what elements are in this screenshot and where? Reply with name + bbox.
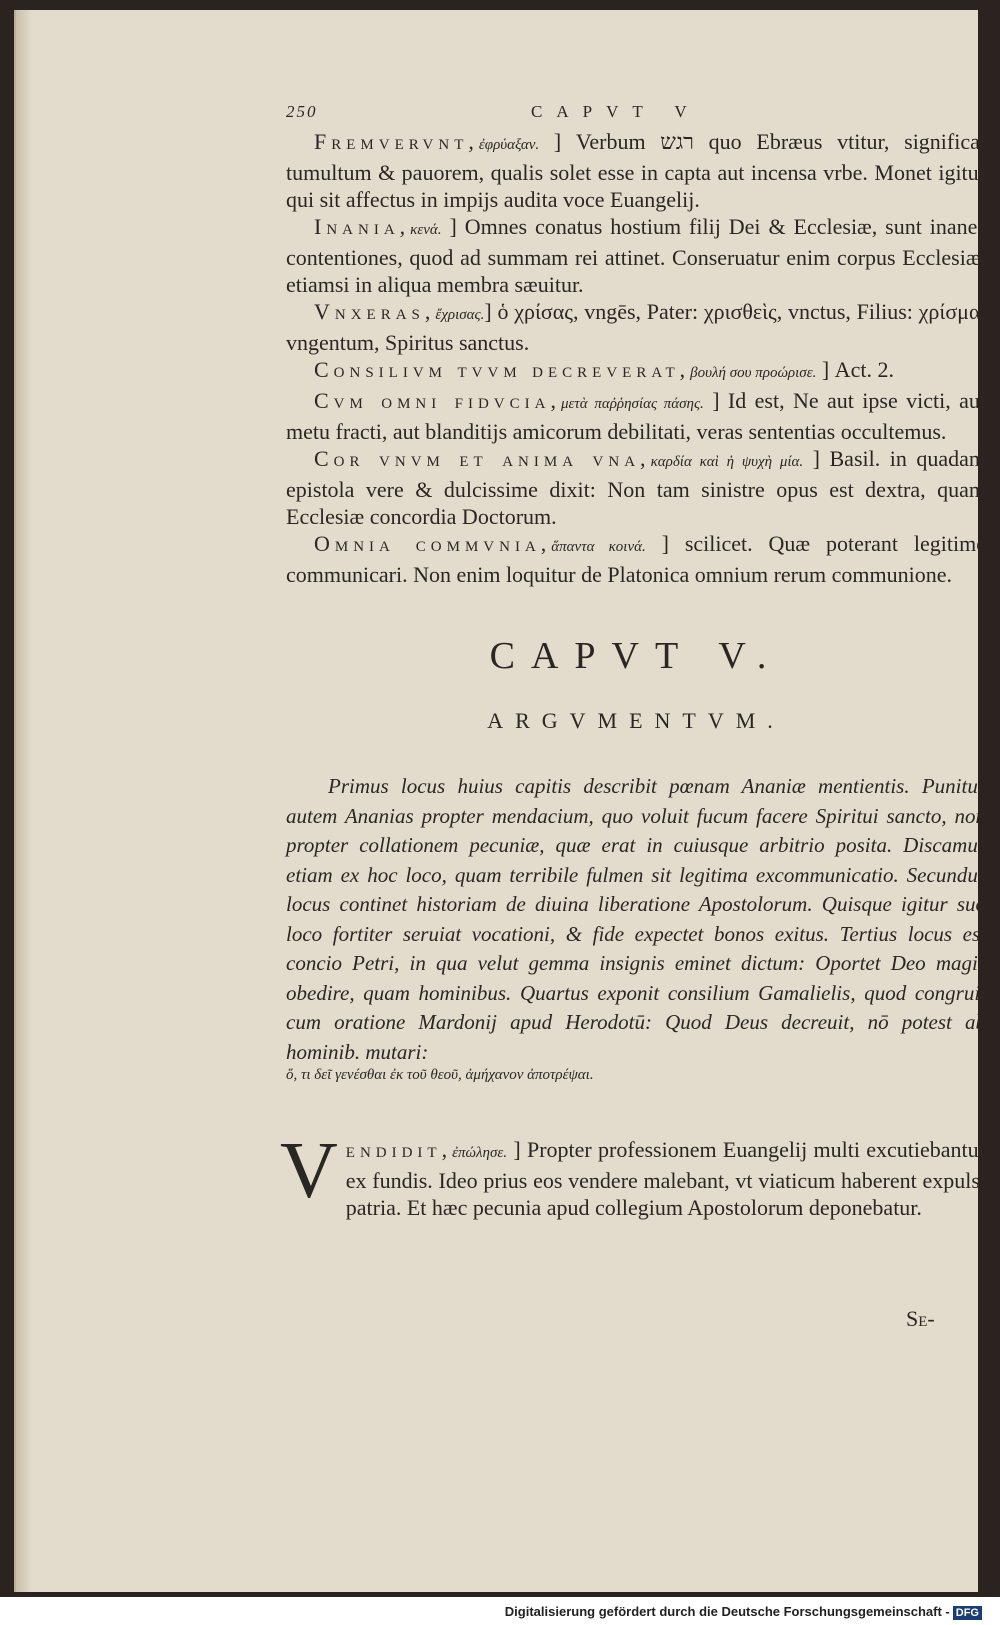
entry-lemma: Cvm omni fidvcia, (314, 388, 561, 413)
commentary-entry-final (280, 1127, 986, 1221)
entry-text: ] Basil. in quadam epistola vere & dulcissime dixit: Non tam sinistre opus est dextra, quam Ecclesiæ concordia Doctorum. (286, 446, 987, 529)
entry-lemma: Vnxeras, (314, 299, 436, 324)
book-page (14, 10, 987, 1592)
entry-lemma: Fremvervnt, (314, 129, 479, 154)
commentary-entry (286, 530, 986, 588)
footer-text: Digitalisierung gefördert durch die Deutsche Forschungsgemeinschaft - (504, 1604, 950, 1619)
entry-text: ] Verbum רגש quo Ebræus vtitur, significat tumultum & pauorem, qualis solet esse in capta aut incensa vrbe. Monet igitur qui sit affectus in impijs audita voce Euangelij. (286, 129, 987, 212)
entry-lemma: Omnia commvnia, (314, 531, 552, 556)
entry-greek: κενά. (410, 222, 442, 238)
entry-greek: καρδία καὶ ἡ ψυχὴ μία. (650, 454, 804, 470)
entry-greek: ἐφρύαξαν. (478, 137, 540, 153)
running-title: CAPVT V (531, 102, 701, 121)
argument-greek: ὅ, τι δεῖ γενέσθαι ἐκ τοῦ θεοῦ, ἀμήχανον ἀποτρέψαι. (286, 1067, 594, 1083)
argument-text: Primus locus huius capitis describit pœnam Ananiæ mentientis. Punitur autem Ananias propter mendacium, quo voluit fucum facere Spiritui sancto, non propter collationem pecuniæ, quæ erat in cuiusque arbitrio posita. Discamus etiam ex hoc loco, quam terribile fulmen sit legitima excommunicatio. Secundus locus continet historiam de diuina liberatione Apostolorum. Quisque igitur suo loco fortiter seruiat vocationi, & fide expectet bonos exitus. Tertius locus est concio Petri, in qua velut gemma insignis eminet dictum: Oportet Deo magis obedire, quam hominibus. Quartus exponit consilium Gamalielis, quod congruit cum oratione Mardonij apud Herodotū: Quod Deus decreuit, nō potest ab hominib. mutari: (286, 774, 986, 1064)
entry-text: ] ὁ χρίσας, vngēs, Pater: χρισθεὶς, vnctus, Filius: χρίσμα, vngentum, Spiritus sanctus. (286, 299, 986, 355)
commentary-entry (286, 387, 986, 445)
entry-greek: ἅπαντα κοινά. (551, 539, 646, 555)
page-header (286, 96, 986, 128)
digitization-footer (505, 1604, 982, 1620)
argument-title: ARGVMENTVM. (487, 708, 785, 733)
commentary-entry (286, 128, 986, 213)
entry-greek: ἔχρισας. (435, 307, 485, 323)
entry-text: ] Act. 2. (821, 357, 894, 382)
commentary-entry (286, 298, 986, 356)
catchword: Se- (906, 1306, 935, 1331)
entry-text: ] Omnes conatus hostium filij Dei & Ecclesiæ, sunt inanes contentiones, quod ad summam rei attinet. Conseruatur enim corpus Ecclesiæ, etiamsi in aliqua membra sæuitur. (286, 214, 986, 297)
commentary-entry (286, 356, 986, 387)
entry-text: ] Id est, Ne aut ipse victi, aut metu fracti, aut blanditijs amicorum debilitati, veras sententias occultemus. (286, 388, 987, 444)
entry-text: ] Propter professionem Euangelij multi excutiebantur ex fundis. Ideo prius eos vendere malebant, vt viaticum haberent expulsi patria. Et hæc pecunia apud collegium Apostolorum deponebatur. (345, 1137, 986, 1220)
page-content (280, 96, 987, 1331)
entry-text: ] scilicet. Quæ poterant legitime communicari. Non enim loquitur de Platonica omnium rerum communione. (286, 531, 987, 587)
commentary-entry (286, 213, 986, 298)
entry-lemma: endidit, (345, 1137, 453, 1162)
drop-capital: V (280, 1127, 338, 1215)
entry-lemma: Inania, (314, 214, 411, 239)
entry-lemma: Consilivm tvvm decreverat, (314, 357, 691, 382)
chapter-title: CAPVT V. (489, 635, 783, 677)
page-number: 250 (286, 102, 318, 121)
commentary-entry (286, 445, 986, 530)
entry-greek: βουλή σου προώρισε. (690, 365, 817, 381)
entry-greek: μετὰ παῤῥησίας πάσης. (560, 396, 704, 412)
page-gutter (16, 10, 32, 1592)
entry-greek: ἐπώλησε. (452, 1145, 507, 1161)
dfg-logo: DFG (953, 1606, 982, 1620)
entry-lemma: Cor vnvm et anima vna, (314, 446, 651, 471)
